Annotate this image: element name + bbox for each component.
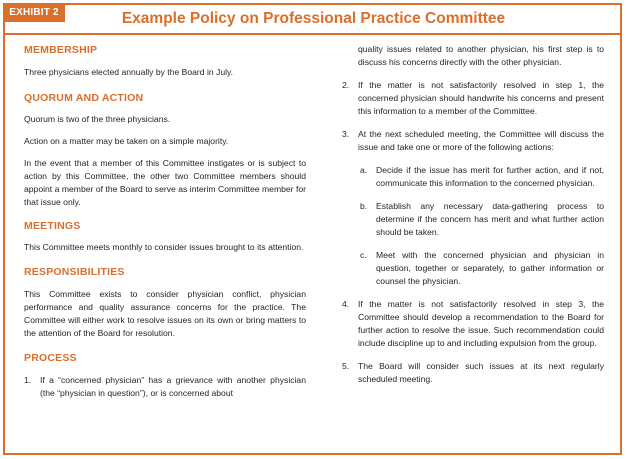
substep-letter: a. xyxy=(360,165,368,175)
process-step-5 xyxy=(342,360,604,386)
substep-text: Decide if the issue has merit for further action, and if not, communicate this information to the concerned physician. xyxy=(376,165,604,188)
quorum-text-3: In the event that a member of this Committee instigates or is subject to action by this Committee, the other two Committee members should appoint a member of the Board to serve as interim Committee member for that issue only. xyxy=(24,158,306,207)
responsibilities-text: This Committee exists to consider physician conflict, physician performance and quality assurance concerns for the practice. The Committee will either work to resolve issues on its own or bring matters to the attention of the Board for resolution. xyxy=(24,289,306,338)
process-step-1 xyxy=(24,374,306,400)
meetings-heading: MEETINGS xyxy=(24,220,81,232)
step-number: 1. xyxy=(24,375,32,385)
step-text: quality issues related to another physician, his first step is to discuss his concerns directly with the other physician. xyxy=(358,44,604,67)
exhibit-label: EXHIBIT 2 xyxy=(3,3,65,22)
step-text: If a “concerned physician” has a grievance with another physician (the “physician in question”), or is concerned about xyxy=(40,375,306,398)
step-text: If the matter is not satisfactorily resolved in step 1, the concerned physician should handwrite his concerns and present this information to a member of the Committee. xyxy=(358,80,604,116)
substep-text: Meet with the concerned physician and physician in question, together or separately, to gather information or counsel the physician. xyxy=(376,250,604,286)
responsibilities-heading: RESPONSIBILITIES xyxy=(24,266,125,278)
step-number: 5. xyxy=(342,361,350,371)
membership-heading: MEMBERSHIP xyxy=(24,44,98,56)
step-text: The Board will consider such issues at its next regularly scheduled meeting. xyxy=(358,361,604,384)
quorum-text-1: Quorum is two of the three physicians. xyxy=(24,114,171,124)
substep-letter: c. xyxy=(360,250,367,260)
step-number: 4. xyxy=(342,299,350,309)
substep-letter: b. xyxy=(360,201,368,211)
right-column xyxy=(342,44,604,386)
substep-text: Establish any necessary data-gathering process to determine if the concern has merit and what further action should be taken. xyxy=(376,201,604,237)
process-step-1-continued xyxy=(342,43,604,69)
quorum-text-2: Action on a matter may be taken on a simple majority. xyxy=(24,136,229,146)
process-step-3b xyxy=(360,200,604,239)
step-text: At the next scheduled meeting, the Committee will discuss the issue and take one or more of the following actions: xyxy=(358,129,604,152)
process-step-3 xyxy=(342,128,604,154)
process-heading: PROCESS xyxy=(24,352,77,364)
step-text: If the matter is not satisfactorily resolved in step 3, the Committee should develop a recommendation to the Board for further action to resolve the issue. Such recommendation could include discipline up to and including expulsion from the group. xyxy=(358,299,604,348)
step-number: 2. xyxy=(342,80,350,90)
process-step-4 xyxy=(342,298,604,350)
step-number: 3. xyxy=(342,129,350,139)
meetings-text: This Committee meets monthly to consider issues brought to its attention. xyxy=(24,242,304,252)
process-step-2 xyxy=(342,79,604,118)
process-step-3a xyxy=(360,164,604,190)
left-column xyxy=(24,44,306,400)
membership-text: Three physicians elected annually by the Board in July. xyxy=(24,67,234,77)
page-title: Example Policy on Professional Practice Committee xyxy=(121,10,506,27)
process-step-3c xyxy=(360,249,604,288)
quorum-heading: QUORUM AND ACTION xyxy=(24,92,144,104)
title-divider xyxy=(5,33,620,35)
